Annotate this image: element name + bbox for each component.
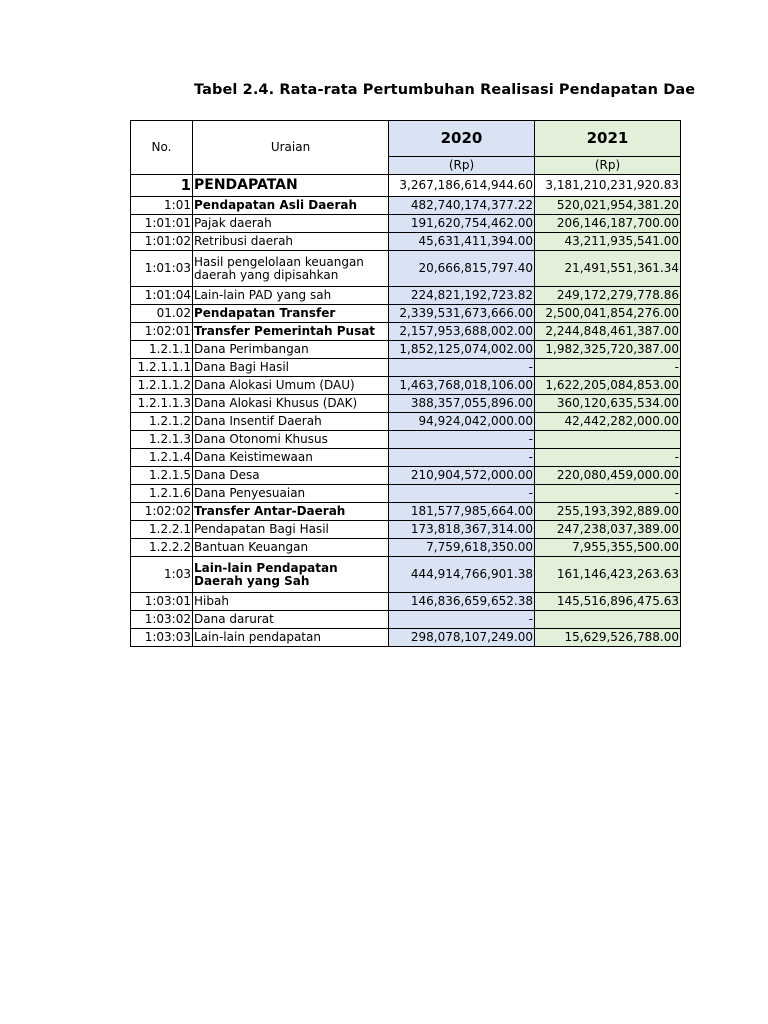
- header-uraian: Uraian: [193, 121, 389, 175]
- table-title: Tabel 2.4. Rata-rata Pertumbuhan Realisasi Pendapatan Dae: [194, 82, 696, 98]
- row-value-2021: 247,238,037,389.00: [535, 521, 681, 539]
- table-row: [131, 233, 681, 251]
- row-value-2021: 1,982,325,720,387.00: [535, 341, 681, 359]
- table-row: [131, 431, 681, 449]
- row-value-2021: 249,172,279,778.86: [535, 287, 681, 305]
- row-no: 1:03:01: [131, 593, 193, 611]
- row-value-2021: -: [535, 449, 681, 467]
- row-no: 1.2.1.5: [131, 467, 193, 485]
- table-row: [131, 593, 681, 611]
- row-uraian: Dana Insentif Daerah: [193, 413, 389, 431]
- row-value-2020: 1,852,125,074,002.00: [389, 341, 535, 359]
- row-value-2020: -: [389, 359, 535, 377]
- table-row: [131, 175, 681, 197]
- row-uraian: Transfer Antar-Daerah: [193, 503, 389, 521]
- header-unit-2020: (Rp): [389, 157, 535, 175]
- table-row: [131, 377, 681, 395]
- table-row: [131, 305, 681, 323]
- row-value-2020: 94,924,042,000.00: [389, 413, 535, 431]
- row-no: 1.2.2.1: [131, 521, 193, 539]
- header-year-2021: 2021: [535, 121, 681, 157]
- row-no: 01.02: [131, 305, 193, 323]
- header-unit-2021: (Rp): [535, 157, 681, 175]
- row-uraian: Dana darurat: [193, 611, 389, 629]
- row-uraian: Dana Desa: [193, 467, 389, 485]
- row-no: 1:03:03: [131, 629, 193, 647]
- row-no: 1:01:02: [131, 233, 193, 251]
- row-uraian: Transfer Pemerintah Pusat: [193, 323, 389, 341]
- row-value-2021: 3,181,210,231,920.83: [535, 175, 681, 197]
- row-value-2020: 181,577,985,664.00: [389, 503, 535, 521]
- row-value-2020: 7,759,618,350.00: [389, 539, 535, 557]
- row-value-2021: 255,193,392,889.00: [535, 503, 681, 521]
- row-uraian: Retribusi daerah: [193, 233, 389, 251]
- row-value-2021: 42,442,282,000.00: [535, 413, 681, 431]
- row-no: 1.2.1.1.3: [131, 395, 193, 413]
- row-value-2021: 21,491,551,361.34: [535, 251, 681, 287]
- table-row: [131, 611, 681, 629]
- row-no: 1:01:04: [131, 287, 193, 305]
- table-row: [131, 251, 681, 287]
- row-no: 1.2.2.2: [131, 539, 193, 557]
- row-no: 1.2.1.3: [131, 431, 193, 449]
- table-row: [131, 503, 681, 521]
- row-value-2021: [535, 611, 681, 629]
- row-uraian: Lain-lain pendapatan: [193, 629, 389, 647]
- row-value-2020: 482,740,174,377.22: [389, 197, 535, 215]
- row-uraian: PENDAPATAN: [193, 175, 389, 197]
- revenue-table: [130, 120, 681, 647]
- row-value-2021: 161,146,423,263.63: [535, 557, 681, 593]
- table-row: [131, 323, 681, 341]
- row-value-2021: 2,500,041,854,276.00: [535, 305, 681, 323]
- row-no: 1.2.1.1: [131, 341, 193, 359]
- row-value-2020: 224,821,192,723.82: [389, 287, 535, 305]
- row-value-2021: 206,146,187,700.00: [535, 215, 681, 233]
- row-value-2020: 298,078,107,249.00: [389, 629, 535, 647]
- row-uraian: Dana Penyesuaian: [193, 485, 389, 503]
- row-no: 1:02:02: [131, 503, 193, 521]
- row-uraian: Pendapatan Bagi Hasil: [193, 521, 389, 539]
- table-row: [131, 287, 681, 305]
- row-no: 1.2.1.6: [131, 485, 193, 503]
- table-row: [131, 521, 681, 539]
- row-uraian: Dana Bagi Hasil: [193, 359, 389, 377]
- row-value-2021: [535, 431, 681, 449]
- row-uraian: Pendapatan Asli Daerah: [193, 197, 389, 215]
- header-year-2020: 2020: [389, 121, 535, 157]
- row-value-2021: 1,622,205,084,853.00: [535, 377, 681, 395]
- table-row: [131, 539, 681, 557]
- row-uraian: Pajak daerah: [193, 215, 389, 233]
- row-value-2021: 360,120,635,534.00: [535, 395, 681, 413]
- row-no: 1.2.1.2: [131, 413, 193, 431]
- row-value-2021: 145,516,896,475.63: [535, 593, 681, 611]
- row-value-2020: 1,463,768,018,106.00: [389, 377, 535, 395]
- row-value-2021: 43,211,935,541.00: [535, 233, 681, 251]
- row-no: 1:03:02: [131, 611, 193, 629]
- row-value-2020: 146,836,659,652.38: [389, 593, 535, 611]
- row-no: 1:01: [131, 197, 193, 215]
- row-no: 1:01:01: [131, 215, 193, 233]
- row-value-2021: 520,021,954,381.20: [535, 197, 681, 215]
- row-value-2020: 45,631,411,394.00: [389, 233, 535, 251]
- table-row: [131, 629, 681, 647]
- table-row: [131, 341, 681, 359]
- row-value-2020: -: [389, 431, 535, 449]
- row-uraian: Pendapatan Transfer: [193, 305, 389, 323]
- header-no: No.: [131, 121, 193, 175]
- table-row: [131, 359, 681, 377]
- row-uraian: Dana Otonomi Khusus: [193, 431, 389, 449]
- table-row: [131, 485, 681, 503]
- table-row: [131, 449, 681, 467]
- row-uraian: Hibah: [193, 593, 389, 611]
- row-no: 1.2.1.4: [131, 449, 193, 467]
- row-value-2020: 210,904,572,000.00: [389, 467, 535, 485]
- row-value-2020: 2,339,531,673,666.00: [389, 305, 535, 323]
- row-value-2020: 2,157,953,688,002.00: [389, 323, 535, 341]
- row-value-2021: 15,629,526,788.00: [535, 629, 681, 647]
- row-uraian: Dana Alokasi Khusus (DAK): [193, 395, 389, 413]
- table-row: [131, 467, 681, 485]
- row-value-2021: -: [535, 485, 681, 503]
- row-value-2021: 7,955,355,500.00: [535, 539, 681, 557]
- row-uraian: Dana Perimbangan: [193, 341, 389, 359]
- row-value-2020: 3,267,186,614,944.60: [389, 175, 535, 197]
- row-no: 1:01:03: [131, 251, 193, 287]
- row-value-2020: -: [389, 485, 535, 503]
- row-no: 1.2.1.1.2: [131, 377, 193, 395]
- table-row: [131, 395, 681, 413]
- row-value-2020: 388,357,055,896.00: [389, 395, 535, 413]
- row-value-2020: 191,620,754,462.00: [389, 215, 535, 233]
- row-value-2020: -: [389, 449, 535, 467]
- row-no: 1:02:01: [131, 323, 193, 341]
- table-row: [131, 215, 681, 233]
- row-uraian: Dana Keistimewaan: [193, 449, 389, 467]
- row-uraian: Bantuan Keuangan: [193, 539, 389, 557]
- table-row: [131, 413, 681, 431]
- row-value-2021: 220,080,459,000.00: [535, 467, 681, 485]
- row-value-2020: 444,914,766,901.38: [389, 557, 535, 593]
- row-uraian: Lain-lain Pendapatan Daerah yang Sah: [193, 557, 389, 593]
- row-value-2021: 2,244,848,461,387.00: [535, 323, 681, 341]
- table-row: [131, 557, 681, 593]
- row-value-2020: 173,818,367,314.00: [389, 521, 535, 539]
- row-no: 1.2.1.1.1: [131, 359, 193, 377]
- row-uraian: Lain-lain PAD yang sah: [193, 287, 389, 305]
- row-uraian: Dana Alokasi Umum (DAU): [193, 377, 389, 395]
- row-uraian: Hasil pengelolaan keuangan daerah yang dipisahkan: [193, 251, 389, 287]
- row-value-2020: -: [389, 611, 535, 629]
- row-value-2021: -: [535, 359, 681, 377]
- row-no: 1: [131, 175, 193, 197]
- row-value-2020: 20,666,815,797.40: [389, 251, 535, 287]
- row-no: 1:03: [131, 557, 193, 593]
- table-row: [131, 197, 681, 215]
